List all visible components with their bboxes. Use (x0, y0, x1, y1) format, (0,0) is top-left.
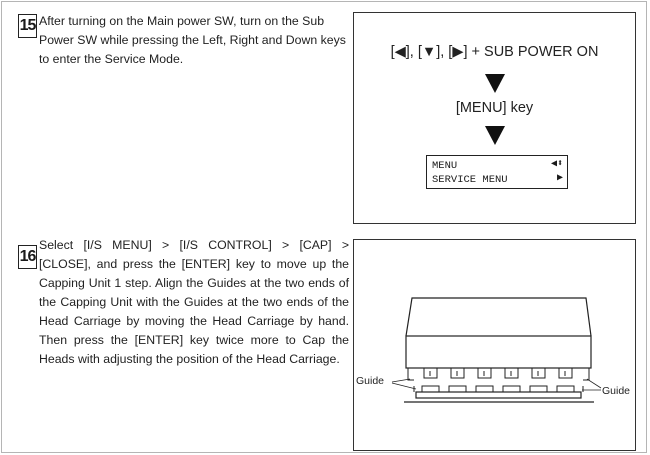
lcd-display (426, 155, 568, 189)
step-15-number: 15 (18, 14, 37, 38)
service-mode-sequence-panel (353, 12, 636, 224)
guide-label-right: Guide (602, 385, 631, 397)
head-carriage-diagram (354, 240, 637, 452)
lcd-line-menu: MENU (432, 160, 458, 172)
arrow-down-icon (485, 126, 505, 145)
lcd-line-service-menu: SERVICE MENU (432, 174, 508, 186)
guide-label-left: Guide (356, 375, 385, 387)
left-updown-arrows-icon: ◀⬍ (550, 159, 563, 170)
menu-key-label: [MENU] key (455, 100, 534, 116)
key-combination-label: [◀], [▼], [▶] + SUB POWER ON (390, 44, 599, 60)
right-arrow-icon: ▶ (556, 173, 563, 184)
step-15-instructions: After turning on the Main power SW, turn on the Sub Power SW while pressing the Left, Right and Down keys to enter the Service Mode. (39, 14, 346, 66)
step-16-number: 16 (18, 245, 37, 269)
arrow-down-icon (485, 74, 505, 93)
head-carriage-figure-panel (353, 239, 636, 451)
step-16-instructions: Select [I/S MENU] > [I/S CONTROL] > [CAP] > [CLOSE], and press the [ENTER] key to move up the Capping Unit 1 step. Align the Guides at the two ends of the Capping Unit with the Guides at the two ends of the Head Carriage by moving the Head Carriage by hand. Then press the [ENTER] key twice more to Cap the Heads with adjusting the position of the Head Carriage. (39, 238, 349, 366)
